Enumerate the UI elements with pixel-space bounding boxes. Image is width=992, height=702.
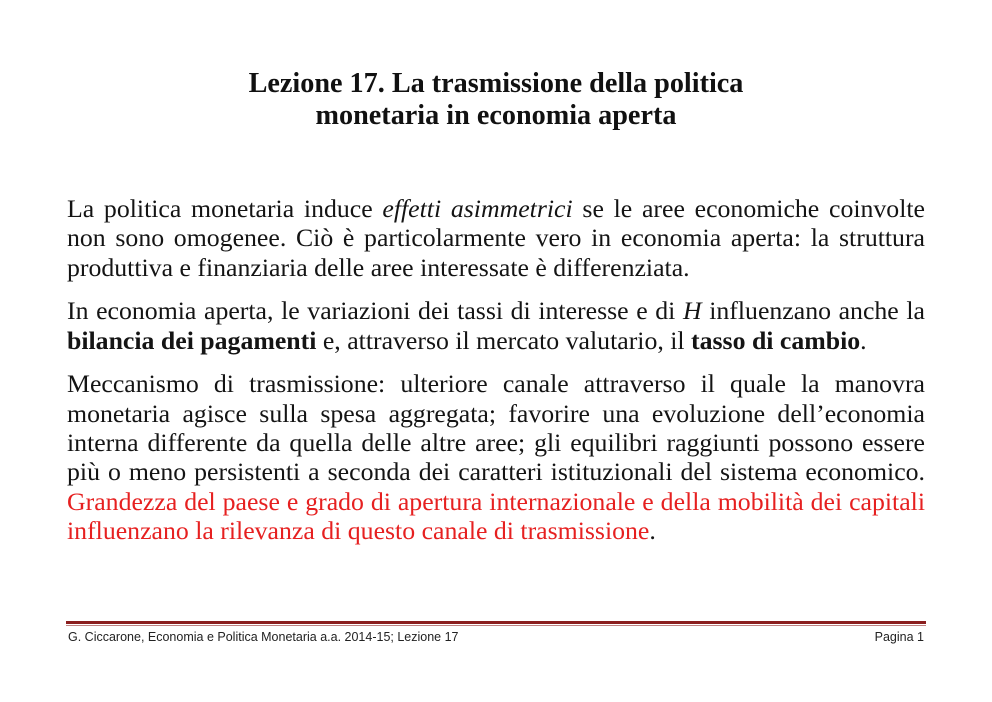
paragraph-text: Meccanismo di trasmissione: ulteriore canale attraverso il quale la manovra monetaria agisce sulla spesa aggregata; favorire una evoluzione dell’economia interna differente da quella delle altre aree; gli equilibri raggiunti possono essere più o meno persistenti a seconda dei caratteri istituzionali del sistema economico. <box>67 369 925 487</box>
paragraph-open-economy <box>67 296 925 355</box>
lecture-title <box>0 68 992 132</box>
paragraph-text: . <box>649 515 656 545</box>
page-number: Pagina 1 <box>874 630 924 644</box>
body-text <box>67 194 925 545</box>
paragraph-text: In economia aperta, le variazioni dei tassi di interesse e di <box>67 296 683 326</box>
paragraph-asymmetric-effects <box>67 194 925 282</box>
paragraph-text: se le aree economiche coinvolte non sono omogenee. Ciò è particolarmente vero in economia aperta: la struttura produttiva e finanziaria delle aree interessate è differenziata. <box>67 194 925 282</box>
paragraph-text: . <box>860 325 867 355</box>
italic-term: effetti asimmetrici <box>382 194 573 223</box>
paragraph-transmission-mechanism <box>67 369 925 545</box>
title-line-1: Lezione 17. La trasmissione della politica <box>248 68 744 99</box>
footer-rule-shadow <box>66 625 926 626</box>
bold-term: bilancia dei pagamenti <box>67 325 317 355</box>
bold-term: tasso di cambio <box>691 325 861 355</box>
paragraph-text: La politica monetaria induce <box>67 194 383 223</box>
footer-citation: G. Ciccarone, Economia e Politica Monetaria a.a. 2014-15; Lezione 17 <box>68 630 459 644</box>
title-line-2: monetaria in economia aperta <box>315 100 677 131</box>
paragraph-text: influenzano anche la <box>701 296 925 326</box>
paragraph-text: e, attraverso il mercato valutario, il <box>316 325 692 355</box>
highlighted-sentence: Grandezza del paese e grado di apertura internazionale e della mobilità dei capitali influenzano la rilevanza di questo canale di trasmissione <box>67 486 925 545</box>
footer-rule <box>66 621 926 624</box>
italic-symbol: H <box>682 296 702 326</box>
